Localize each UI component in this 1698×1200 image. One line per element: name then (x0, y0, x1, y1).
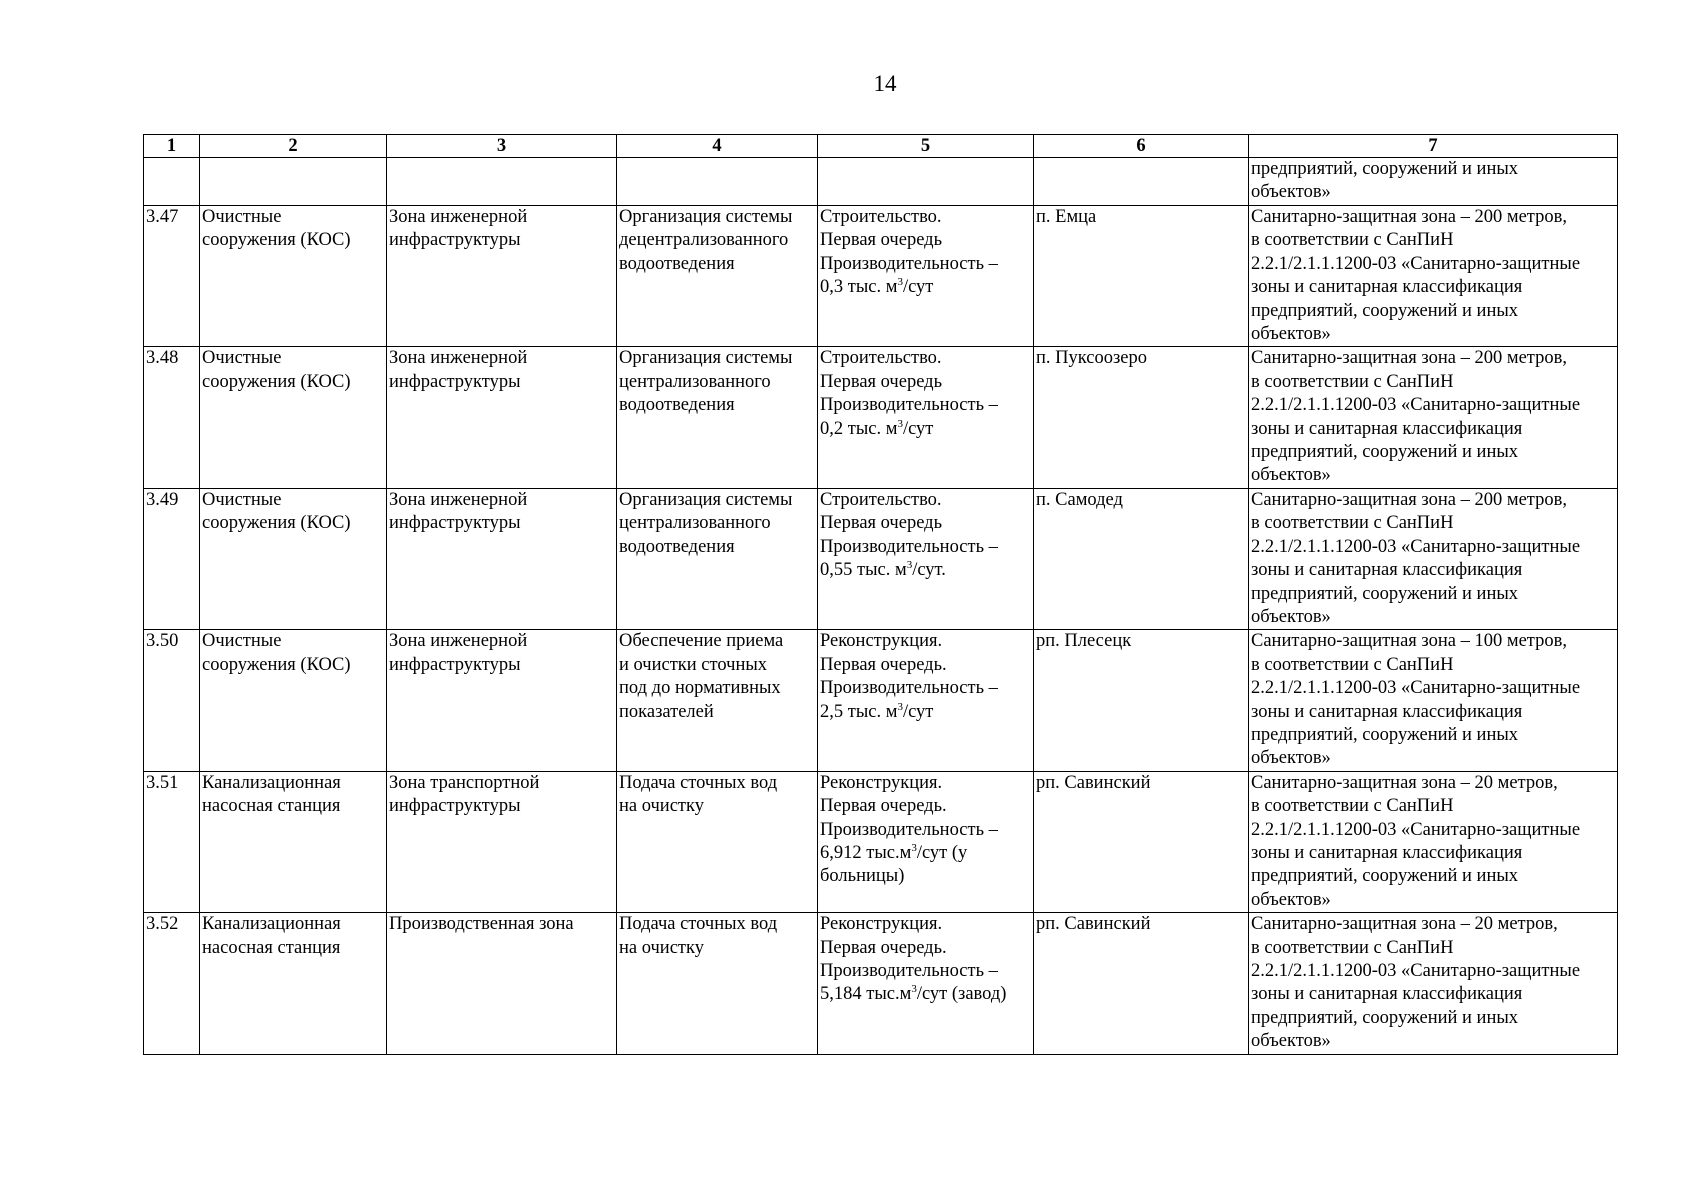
cell-sanitary (1249, 347, 1618, 488)
cell-purpose (617, 347, 818, 488)
capacity-line (820, 701, 1031, 724)
cell-number: 3.50 (144, 630, 200, 771)
text-line: на очистку (619, 796, 704, 817)
text-line: показателей (619, 701, 714, 722)
cell-purpose (617, 206, 818, 347)
capacity-unit: /сут (завод) (916, 984, 1007, 1005)
continuation-row (144, 158, 1618, 206)
col-header-6: 6 (1034, 135, 1249, 158)
text-line: инфраструктуры (389, 230, 521, 251)
cell-zone (387, 913, 617, 1054)
text-line: Обеспечение приема (619, 631, 784, 652)
capacity-value: 2,5 тыс. м (820, 701, 898, 722)
text-line: Зона инженерной (389, 489, 528, 510)
text-line: объектов» (1251, 465, 1331, 486)
capacity-unit: /сут. (912, 560, 946, 581)
text-line: Производственная зона (389, 914, 574, 935)
cell-number: 3.47 (144, 206, 200, 347)
text-line: Организация системы (619, 207, 793, 227)
text-line: в соответствии с СанПиН (1251, 513, 1454, 534)
text-line: объектов» (1251, 1031, 1331, 1052)
superscript: 3 (897, 417, 903, 430)
table-row (144, 913, 1618, 1054)
superscript: 3 (897, 700, 903, 713)
text-line: 2.2.1/2.1.1.1200-03 «Санитарно-защитные (1251, 961, 1581, 981)
col-header-1: 1 (144, 135, 200, 158)
text-line: насосная станция (202, 796, 341, 817)
col-header-4: 4 (617, 135, 818, 158)
capacity-line (820, 983, 1031, 1006)
text-line: Производительность – (820, 819, 998, 840)
table-row (144, 771, 1618, 912)
capacity-unit: /сут (у (916, 842, 968, 863)
text-line: водоотведения (619, 253, 735, 274)
cell-object-name (200, 913, 387, 1054)
text-line: 2.2.1/2.1.1.1200-03 «Санитарно-защитные (1251, 536, 1581, 557)
capacity-value: 0,3 тыс. м (820, 277, 898, 298)
text-line: Первая очередь. (820, 654, 947, 675)
cell-location: рп. Савинский (1034, 913, 1249, 1054)
text-line: Первая очередь (820, 230, 943, 251)
cell-empty (617, 158, 818, 206)
col-header-2: 2 (200, 135, 387, 158)
text-line: Зона инженерной (389, 631, 528, 652)
text-line: предприятий, сооружений и иных (1251, 159, 1519, 179)
capacity-line (820, 842, 1031, 865)
text-line: инфраструктуры (389, 513, 521, 534)
text-line: зоны и санитарная классификация (1251, 842, 1523, 863)
text-line: Очистные (202, 348, 282, 369)
text-line: инфраструктуры (389, 654, 521, 675)
cell-number: 3.51 (144, 771, 200, 912)
text-line: Зона транспортной (389, 772, 540, 793)
text-line: 2.2.1/2.1.1.1200-03 «Санитарно-защитные (1251, 678, 1581, 699)
cell-empty (200, 158, 387, 206)
capacity-line (820, 418, 1031, 441)
text-line: Реконструкция. (820, 914, 943, 935)
text-line: инфраструктуры (389, 371, 521, 392)
capacity-unit: /сут (902, 277, 934, 298)
cell-specs (818, 771, 1034, 912)
capacity-value: 5,184 тыс.м (820, 984, 912, 1005)
col-header-7: 7 (1249, 135, 1618, 158)
text-line: на очистку (619, 937, 704, 958)
text-line: насосная станция (202, 937, 341, 958)
text-line: зоны и санитарная классификация (1251, 560, 1523, 581)
text-line: объектов» (1251, 889, 1331, 910)
text-line: Первая очередь. (820, 796, 947, 817)
text-line: децентрализованного (619, 230, 789, 251)
superscript: 3 (897, 276, 903, 289)
objects-table (143, 134, 1618, 1055)
text-line: зоны и санитарная классификация (1251, 418, 1523, 439)
text-line: Реконструкция. (820, 772, 943, 793)
text-line: Производительность – (820, 961, 998, 981)
cell-location: рп. Плесецк (1034, 630, 1249, 771)
text-line: зоны и санитарная классификация (1251, 984, 1523, 1005)
text-line: предприятий, сооружений и иных (1251, 583, 1519, 604)
cell-zone (387, 206, 617, 347)
capacity-line (820, 276, 1031, 299)
cell-sanitary (1249, 630, 1618, 771)
text-line: Организация системы (619, 489, 793, 510)
cell-specs (818, 913, 1034, 1054)
text-line: в соответствии с СанПиН (1251, 937, 1454, 958)
col-header-3: 3 (387, 135, 617, 158)
cell-location: рп. Савинский (1034, 771, 1249, 912)
cell-zone (387, 630, 617, 771)
cell-zone (387, 771, 617, 912)
table-row (144, 488, 1618, 629)
text-line: Первая очередь (820, 371, 943, 392)
cell-object-name (200, 630, 387, 771)
text-line: Канализационная (202, 914, 341, 935)
cell-empty (1034, 158, 1249, 206)
text-line: Санитарно-защитная зона – 20 метров, (1251, 914, 1558, 935)
text-line: объектов» (1251, 748, 1331, 769)
cell-sanitary-continuation (1249, 158, 1618, 206)
text-line: Подача сточных вод (619, 772, 778, 793)
text-line: Очистные (202, 207, 282, 227)
text-line: централизованного (619, 371, 771, 392)
cell-object-name (200, 347, 387, 488)
text-line: в соответствии с СанПиН (1251, 371, 1454, 392)
capacity-value: 0,55 тыс. м (820, 560, 907, 581)
cell-zone (387, 488, 617, 629)
text-line: 2.2.1/2.1.1.1200-03 «Санитарно-защитные (1251, 253, 1581, 274)
text-line: объектов» (1251, 182, 1331, 203)
text-line: сооружения (КОС) (202, 513, 351, 534)
header-row (144, 135, 1618, 158)
text-line: Строительство. (820, 489, 942, 510)
text-line: Производительность – (820, 678, 998, 699)
cell-number: 3.52 (144, 913, 200, 1054)
text-line: сооружения (КОС) (202, 230, 351, 251)
capacity-line (820, 559, 1031, 582)
text-line: Подача сточных вод (619, 914, 778, 935)
text-line: предприятий, сооружений и иных (1251, 442, 1519, 463)
cell-empty (818, 158, 1034, 206)
cell-empty (144, 158, 200, 206)
text-line: водоотведения (619, 395, 735, 416)
page-number: 14 (873, 71, 897, 96)
text-line: Реконструкция. (820, 631, 943, 652)
cell-sanitary (1249, 206, 1618, 347)
col-header-5: 5 (818, 135, 1034, 158)
cell-object-name (200, 206, 387, 347)
text-line: предприятий, сооружений и иных (1251, 1007, 1519, 1028)
capacity-unit: /сут (902, 418, 934, 439)
text-line: объектов» (1251, 606, 1331, 627)
text-line: больницы) (820, 866, 905, 887)
text-line: Санитарно-защитная зона – 20 метров, (1251, 772, 1558, 793)
capacity-value: 0,2 тыс. м (820, 418, 898, 439)
text-line: Санитарно-защитная зона – 200 метров, (1251, 207, 1567, 227)
text-line: водоотведения (619, 536, 735, 557)
text-line: Организация системы (619, 348, 793, 369)
text-line: инфраструктуры (389, 796, 521, 817)
text-line: Очистные (202, 489, 282, 510)
text-line: и очистки сточных (619, 654, 768, 675)
table-row (144, 206, 1618, 347)
cell-specs (818, 347, 1034, 488)
cell-zone (387, 347, 617, 488)
text-line: объектов» (1251, 324, 1331, 345)
text-line: Строительство. (820, 207, 942, 227)
cell-empty (387, 158, 617, 206)
text-line: Производительность – (820, 395, 998, 416)
table-row (144, 347, 1618, 488)
text-line: предприятий, сооружений и иных (1251, 866, 1519, 887)
text-line: предприятий, сооружений и иных (1251, 300, 1519, 321)
cell-specs (818, 206, 1034, 347)
cell-location: п. Самодед (1034, 488, 1249, 629)
text-line: предприятий, сооружений и иных (1251, 724, 1519, 745)
text-line: Очистные (202, 631, 282, 652)
text-line: Санитарно-защитная зона – 200 метров, (1251, 348, 1567, 369)
text-line: в соответствии с СанПиН (1251, 654, 1454, 675)
cell-number: 3.48 (144, 347, 200, 488)
text-line: Производительность – (820, 253, 998, 274)
text-line: под до нормативных (619, 678, 781, 699)
cell-object-name (200, 771, 387, 912)
cell-number: 3.49 (144, 488, 200, 629)
text-line: сооружения (КОС) (202, 654, 351, 675)
text-line: Зона инженерной (389, 207, 528, 227)
superscript: 3 (911, 841, 917, 854)
text-line: централизованного (619, 513, 771, 534)
cell-purpose (617, 913, 818, 1054)
text-line: Зона инженерной (389, 348, 528, 369)
cell-purpose (617, 771, 818, 912)
cell-location: п. Пуксоозеро (1034, 347, 1249, 488)
text-line: Первая очередь. (820, 937, 947, 958)
text-line: зоны и санитарная классификация (1251, 277, 1523, 298)
cell-purpose (617, 630, 818, 771)
superscript: 3 (906, 559, 913, 572)
text-line: зоны и санитарная классификация (1251, 701, 1523, 722)
table-row (144, 630, 1618, 771)
cell-location: п. Емца (1034, 206, 1249, 347)
text-line: в соответствии с СанПиН (1251, 230, 1454, 251)
capacity-value: 6,912 тыс.м (820, 842, 912, 863)
text-line: сооружения (КОС) (202, 371, 351, 392)
cell-specs (818, 488, 1034, 629)
text-line: Производительность – (820, 536, 998, 557)
text-line: в соответствии с СанПиН (1251, 796, 1454, 817)
cell-purpose (617, 488, 818, 629)
text-line: 2.2.1/2.1.1.1200-03 «Санитарно-защитные (1251, 819, 1581, 840)
cell-object-name (200, 488, 387, 629)
text-line: 2.2.1/2.1.1.1200-03 «Санитарно-защитные (1251, 395, 1581, 416)
text-line: Санитарно-защитная зона – 200 метров, (1251, 489, 1567, 510)
cell-sanitary (1249, 488, 1618, 629)
cell-sanitary (1249, 771, 1618, 912)
cell-sanitary (1249, 913, 1618, 1054)
text-line: Первая очередь (820, 513, 943, 534)
capacity-unit: /сут (902, 701, 934, 722)
text-line: Строительство. (820, 348, 942, 369)
text-line: Канализационная (202, 772, 341, 793)
cell-specs (818, 630, 1034, 771)
text-line: Санитарно-защитная зона – 100 метров, (1251, 631, 1567, 652)
superscript: 3 (911, 983, 917, 996)
